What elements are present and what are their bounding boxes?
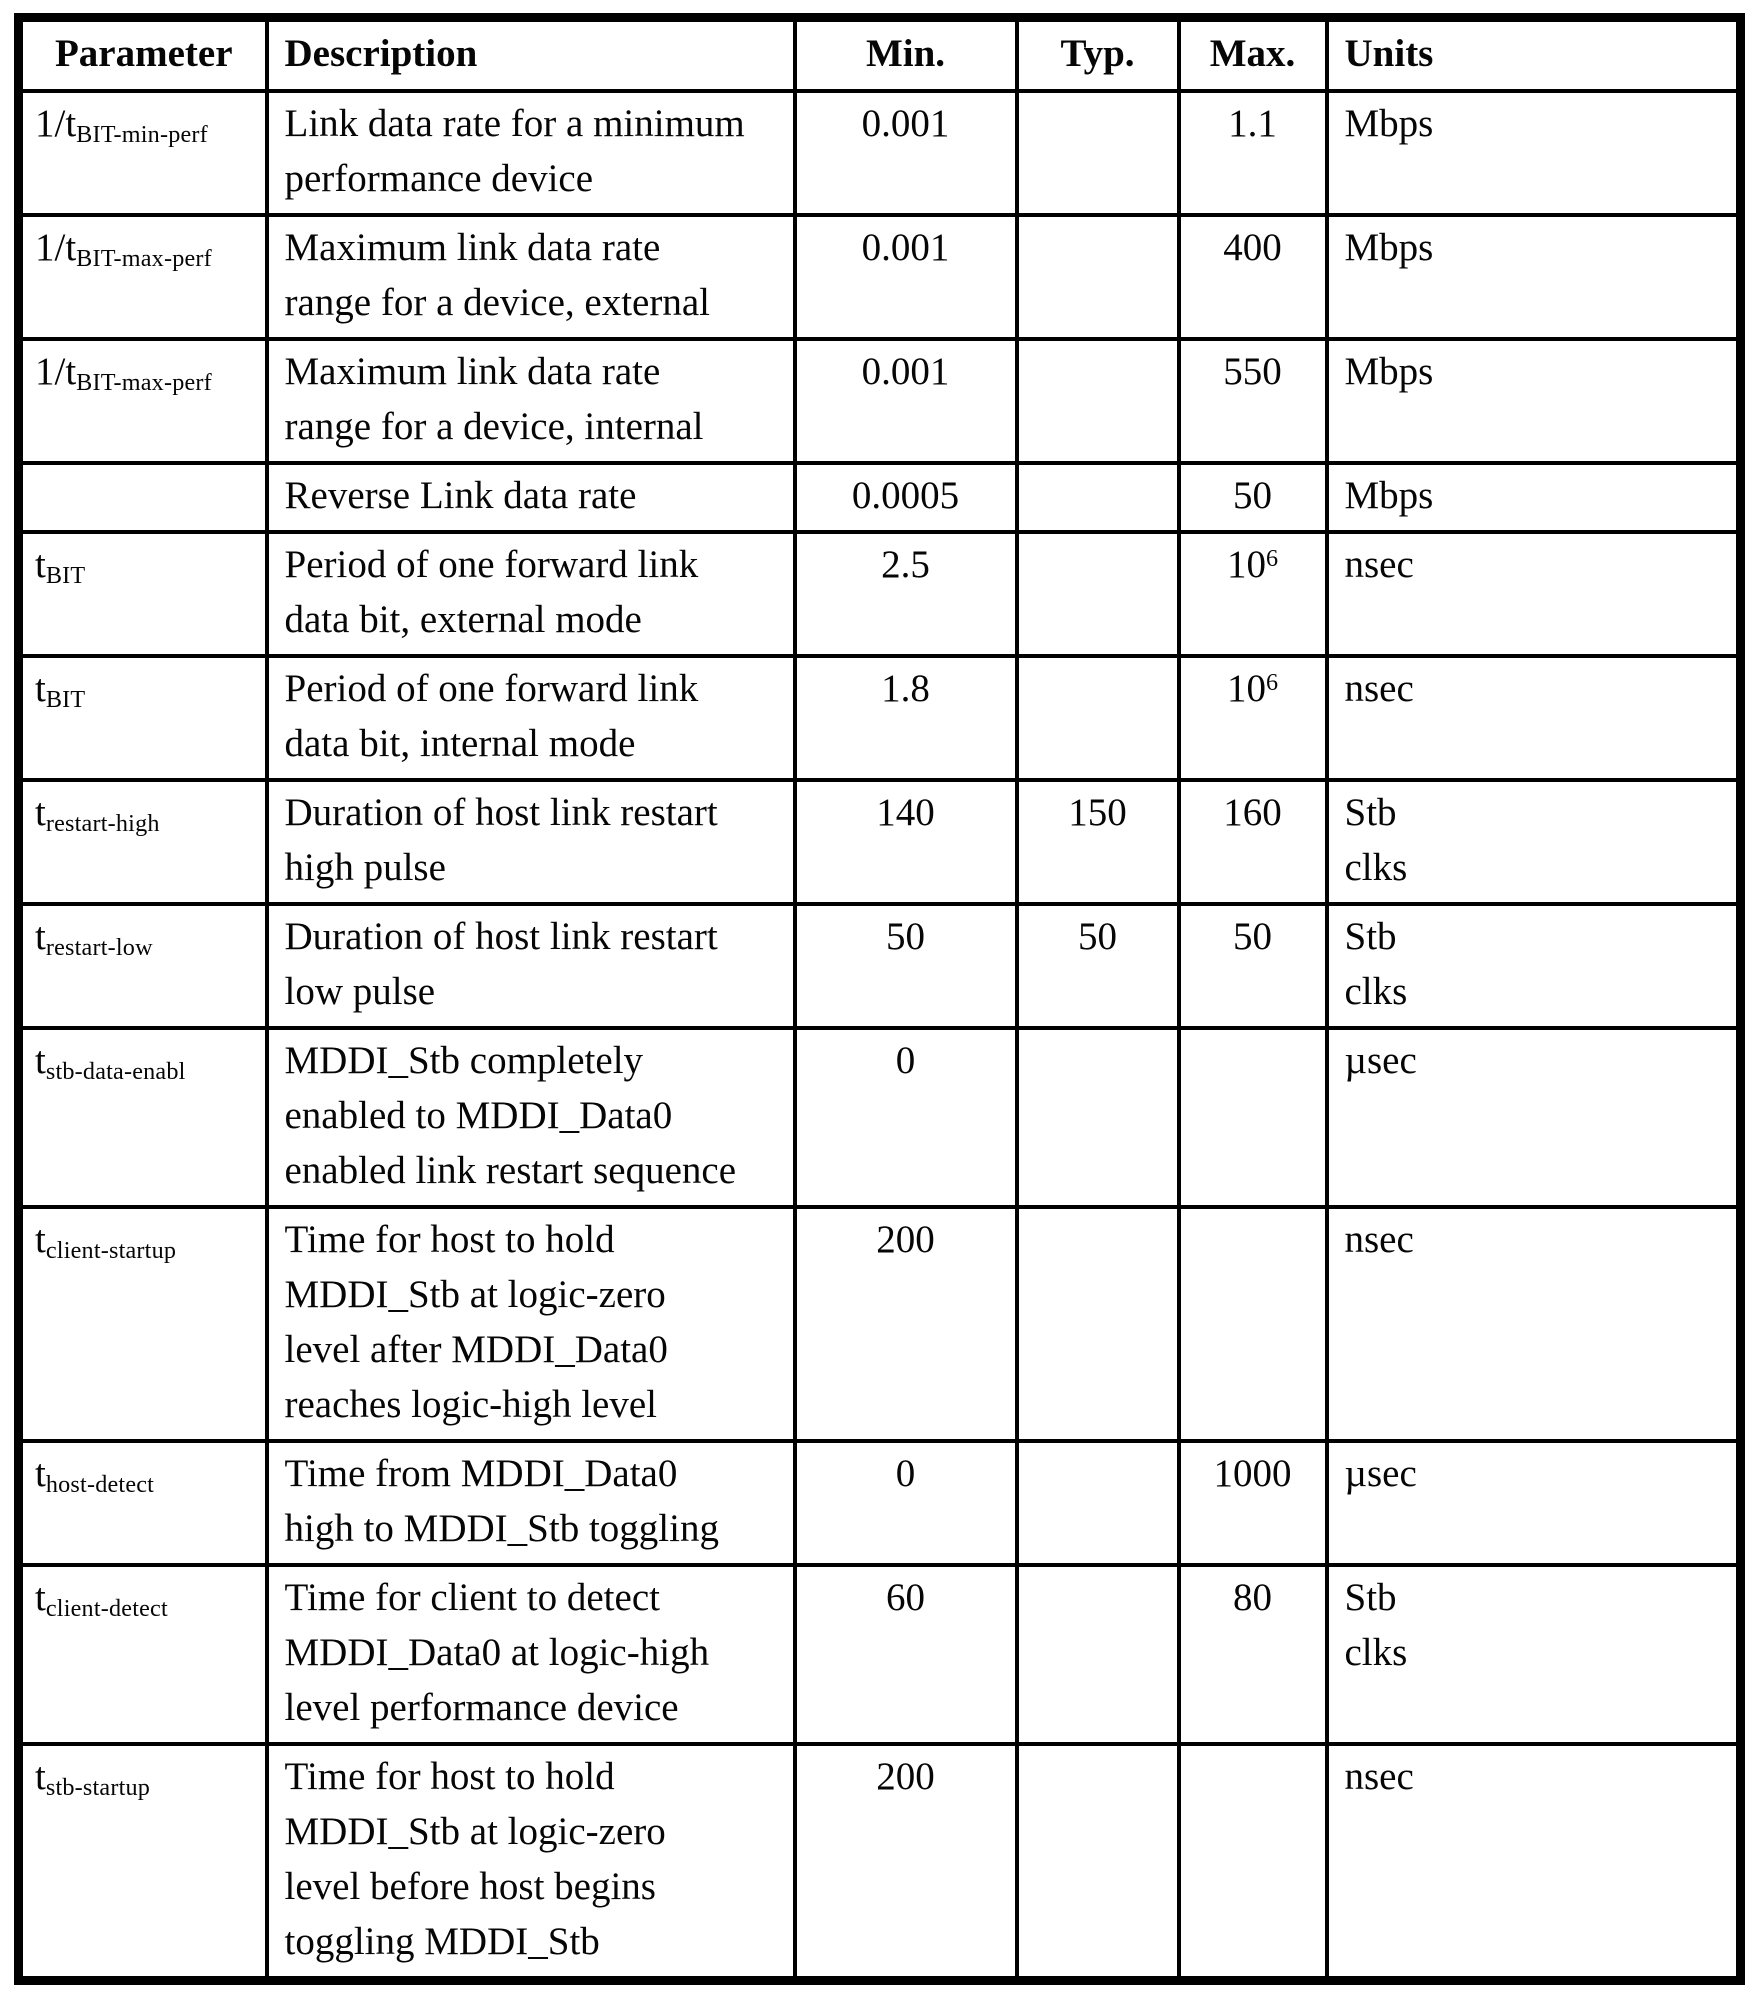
typ-cell [1017,1028,1179,1207]
parameter-symbol: t [35,1039,46,1082]
min-cell: 1.8 [795,656,1017,780]
max-cell [1179,91,1327,215]
parameter-subscript: BIT-max-perf [76,245,212,273]
typ-cell: 150 [1017,780,1179,904]
parameter-subscript: BIT-min-perf [76,121,208,149]
max-exponent: 6 [1265,669,1279,697]
table-row [19,532,1741,656]
parameter-symbol: 1/t [35,350,77,393]
description-cell: MDDI_Stb completely enabled to MDDI_Data0 enabled link restart sequence [267,1028,795,1207]
units-cell: nsec [1327,532,1741,656]
units-cell: Mbps [1327,215,1741,339]
max-value: 160 [1223,791,1282,834]
max-value: 400 [1223,226,1282,269]
parameter-symbol: 1/t [35,226,77,269]
max-cell [1179,215,1327,339]
table-row [19,215,1741,339]
column-header-typ: Typ. [1017,18,1179,92]
min-cell: 200 [795,1207,1017,1441]
description-cell: Maximum link data rate range for a device, internal [267,339,795,463]
description-cell: Time for host to hold MDDI_Stb at logic-zero level before host begins toggling MDDI_Stb [267,1744,795,1981]
parameter-symbol: t [35,1218,46,1261]
parameter-symbol: t [35,915,46,958]
max-value: 80 [1233,1576,1272,1619]
typ-cell [1017,1207,1179,1441]
max-cell [1179,780,1327,904]
table-row [19,463,1741,532]
parameter-symbol: 1/t [35,102,77,145]
units-cell: µsec [1327,1441,1741,1565]
max-cell [1179,1028,1327,1207]
table-row [19,904,1741,1028]
parameter-cell [19,904,267,1028]
typ-cell [1017,463,1179,532]
min-cell: 60 [795,1565,1017,1744]
parameter-cell [19,463,267,532]
parameter-cell [19,91,267,215]
min-cell: 2.5 [795,532,1017,656]
table-row [19,1441,1741,1565]
column-header-parameter: Parameter [19,18,267,92]
parameter-cell [19,1744,267,1981]
table-row [19,656,1741,780]
units-cell: Stb clks [1327,904,1741,1028]
timing-parameters-table [14,13,1745,1985]
parameter-subscript: BIT-max-perf [76,369,212,397]
description-cell: Time for host to hold MDDI_Stb at logic-zero level after MDDI_Data0 reaches logic-high level [267,1207,795,1441]
parameter-symbol: t [35,1452,46,1495]
parameter-symbol: t [35,791,46,834]
units-cell: Mbps [1327,339,1741,463]
parameter-subscript: stb-startup [45,1774,151,1802]
table-body [19,91,1741,1981]
max-cell [1179,1565,1327,1744]
max-cell [1179,904,1327,1028]
typ-cell [1017,1744,1179,1981]
units-cell: nsec [1327,656,1741,780]
description-cell: Link data rate for a minimum performance device [267,91,795,215]
min-cell: 0.001 [795,215,1017,339]
parameter-symbol: t [35,667,46,710]
min-cell: 140 [795,780,1017,904]
description-cell: Maximum link data rate range for a device, external [267,215,795,339]
description-cell: Duration of host link restart high pulse [267,780,795,904]
parameter-cell [19,780,267,904]
max-value: 10 [1226,543,1266,586]
parameter-subscript: client-startup [45,1237,177,1265]
parameter-cell [19,532,267,656]
typ-cell [1017,656,1179,780]
units-cell: Stb clks [1327,1565,1741,1744]
max-cell [1179,1744,1327,1981]
header-row [19,18,1741,92]
min-cell: 50 [795,904,1017,1028]
parameter-subscript: client-detect [45,1595,168,1623]
parameter-cell [19,1207,267,1441]
parameter-subscript: stb-data-enabl [45,1058,186,1086]
max-value: 50 [1233,915,1272,958]
table-row [19,780,1741,904]
units-cell: Stb clks [1327,780,1741,904]
max-value: 50 [1233,474,1272,517]
parameter-symbol: t [35,543,46,586]
units-cell: µsec [1327,1028,1741,1207]
parameter-cell [19,215,267,339]
min-cell: 0.001 [795,339,1017,463]
min-cell: 0.001 [795,91,1017,215]
parameter-cell [19,1565,267,1744]
description-cell: Time for client to detect MDDI_Data0 at logic-high level performance device [267,1565,795,1744]
typ-cell [1017,215,1179,339]
parameter-subscript: BIT [45,686,86,714]
max-value: 10 [1226,667,1266,710]
parameter-subscript: restart-high [45,810,160,838]
table-row [19,339,1741,463]
min-cell: 0 [795,1441,1017,1565]
table-row [19,1744,1741,1981]
max-cell [1179,656,1327,780]
column-header-description: Description [267,18,795,92]
parameter-subscript: restart-low [45,934,153,962]
table-row [19,1207,1741,1441]
max-exponent: 6 [1265,545,1279,573]
max-cell [1179,532,1327,656]
max-value: 550 [1223,350,1282,393]
typ-cell [1017,91,1179,215]
units-cell: nsec [1327,1207,1741,1441]
parameter-cell [19,1028,267,1207]
parameter-cell [19,339,267,463]
units-cell: Mbps [1327,91,1741,215]
description-cell: Duration of host link restart low pulse [267,904,795,1028]
column-header-units: Units [1327,18,1741,92]
max-cell [1179,1207,1327,1441]
min-cell: 200 [795,1744,1017,1981]
typ-cell [1017,1565,1179,1744]
max-cell [1179,463,1327,532]
table-row [19,1028,1741,1207]
max-value: 1000 [1213,1452,1292,1495]
column-header-min: Min. [795,18,1017,92]
max-cell [1179,1441,1327,1565]
parameter-cell [19,656,267,780]
description-cell: Period of one forward link data bit, internal mode [267,656,795,780]
parameter-cell [19,1441,267,1565]
min-cell: 0.0005 [795,463,1017,532]
table-row [19,91,1741,215]
max-cell [1179,339,1327,463]
typ-cell [1017,339,1179,463]
description-cell: Reverse Link data rate [267,463,795,532]
column-header-max: Max. [1179,18,1327,92]
parameter-subscript: BIT [45,562,86,590]
typ-cell [1017,1441,1179,1565]
max-value: 1.1 [1228,102,1277,145]
parameter-symbol: t [35,1755,46,1798]
parameter-subscript: host-detect [45,1471,155,1499]
typ-cell [1017,532,1179,656]
min-cell: 0 [795,1028,1017,1207]
description-cell: Period of one forward link data bit, external mode [267,532,795,656]
description-cell: Time from MDDI_Data0 high to MDDI_Stb toggling [267,1441,795,1565]
units-cell: Mbps [1327,463,1741,532]
parameter-symbol: t [35,1576,46,1619]
units-cell: nsec [1327,1744,1741,1981]
table-row [19,1565,1741,1744]
typ-cell: 50 [1017,904,1179,1028]
